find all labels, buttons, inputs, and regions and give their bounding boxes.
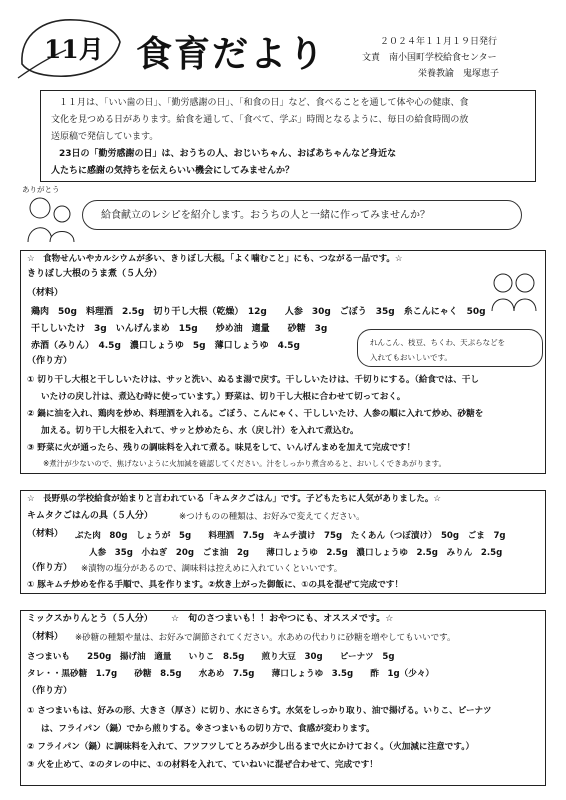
intro-line: 文化を見つめる日があります。給食を通して、「食べて、学ぶ」時間となるように、毎日の給食時間の放 <box>51 115 469 125</box>
grandparents-illustration <box>489 269 541 313</box>
publisher: 文責 南小国町学校給食センター <box>362 53 497 63</box>
step-line: 加える。切り干し大根を入れて、サッと炒めたら、水（戻し汁）を入れて煮込む。 <box>41 426 359 436</box>
dish-title: ミックスかりんとう（５人分） <box>27 614 153 624</box>
method-label: （作り方） <box>27 356 73 366</box>
recipe-section-kiriboshi <box>20 250 546 474</box>
step-line: 切り干し大根と干ししいたけは、サッと洗い、ぬるま湯で戻す。干ししいたけは、千切りにする。（給食では、干し <box>37 375 479 385</box>
ingredient-line: 人参 35g 小ねぎ 20g ごま油 2g 薄口しょうゆ 2.5g 濃口しょうゆ 2.5g みりん 2.5g <box>89 548 503 558</box>
steps-list <box>27 702 492 774</box>
step-line: 豚キムチ炒めを作る手順で、具を作ります。②炊き上がった御飯に、①の具を混ぜて完成です！ <box>37 580 404 590</box>
step-line: さつまいもは、好みの形、大きさ（厚さ）に切り、水にさらす。水気をしっかり取り、油で揚げる。いりこ、ピーナツ <box>37 706 492 716</box>
intro-bold-line: 人たちに感謝の気持ちを伝えらいい機会にしてみませんか？ <box>51 166 295 176</box>
recipe-intro-text: 給食献立のレシピを紹介します。おうちの人と一緒に作ってみませんか？ <box>101 210 430 221</box>
ingredients-label: （材料） <box>27 529 64 539</box>
section-headline: ☆ 旬のさつまいも！！おやつにも、オススメです。☆ <box>171 614 394 624</box>
step-number: ③ <box>27 760 35 770</box>
method-label: （作り方） <box>27 686 73 696</box>
steps-list <box>27 579 403 592</box>
step-number: ① <box>27 375 35 385</box>
ingredients-list <box>75 528 506 562</box>
intro-bold-line: 23日の「勤労感謝の日」は、おうちの人、おじいちゃん、おばあちゃんなど身近な <box>59 149 397 159</box>
ingredient-line: ぶた肉 80g しょうが 5g 料理酒 7.5g キムチ漬け 75g たくあん（つぼ漬け） 50g ごま 7g <box>75 531 506 541</box>
intro-box <box>40 90 536 182</box>
page-title: 食育だより <box>136 34 327 75</box>
dish-title: キムタクごはんの具（５人分） <box>27 511 153 521</box>
steps-list <box>27 372 483 457</box>
ingredient-line: 干ししいたけ 3g いんげんまめ 15g 炒め油 適量 砂糖 3g <box>31 324 328 334</box>
section-note: ※煮汁が少ないので、焦げないように火加減を確認してください。汁をしっかり煮含めると、おいしくできあがります。 <box>43 459 447 468</box>
arigatou-label: ありがとう <box>22 185 60 194</box>
recipe-section-kimutaku <box>20 490 546 594</box>
method-label: （作り方） <box>27 563 73 573</box>
family-illustration <box>22 194 82 244</box>
ingredient-line: 鶏肉 50g 料理酒 2.5g 切り干し大根（乾燥） 12g 人参 30g ごぼう 35g 糸こんにゃく 50g <box>31 307 486 317</box>
ingredient-line: タレ・・黒砂糖 1.7g 砂糖 8.5g 水あめ 7.5g 薄口しょうゆ 3.5g 酢 1g（少々） <box>27 669 435 679</box>
step-number: ② <box>27 742 35 752</box>
intro-line: 送原稿で発信しています。 <box>51 132 159 142</box>
tip-line: れんこん、枝豆、ちくわ、天ぷらなどを <box>370 338 506 347</box>
section-headline: ☆ 長野県の学校給食が始まりと言われている「キムタクごはん」です。子どもたちに人気がありました。☆ <box>27 494 441 504</box>
tip-line: 入れてもおいしいです。 <box>370 353 452 362</box>
step-line: は、フライパン（鍋）でから煎りする。※さつまいもの切り方で、食感が変わります。 <box>41 724 375 734</box>
author: 栄養教諭 鬼塚恵子 <box>418 69 500 79</box>
month-label: 11月 <box>44 35 104 64</box>
step-number: ② <box>27 409 35 419</box>
step-line: フライパン（鍋）に調味料を入れて、フツフツしてとろみが少し出るまで火にかけておく。（火加減に注意です。） <box>37 742 475 752</box>
step-number: ① <box>27 706 35 716</box>
step-number: ① <box>27 580 35 590</box>
dish-note: ※つけものの種類は、お好みで変えてください。 <box>179 512 365 522</box>
step-line: いたけの戻し汁は、煮込む時に使っています。）野菜は、切り干し大根に合わせて切っておく。 <box>41 392 406 402</box>
section-headline: ☆ 食物せんいやカルシウムが多い、きりぼし大根。「よく噛むこと」にも、つながる一品です。☆ <box>27 254 403 264</box>
ingredients-list <box>27 649 434 683</box>
ingredients-note: ※砂糖の種類や量は、お好みで調節されてください。水あめの代わりに砂糖を増やしてもいいです。 <box>75 633 456 643</box>
method-note: ※漬物の塩分があるので、調味料は控えめに入れていくといいです。 <box>81 564 343 574</box>
step-line: 火を止めて、②のタレの中に、①の材料を入れて、ていねいに混ぜ合わせて、完成です！ <box>37 760 378 770</box>
ingredient-line: 赤酒（みりん） 4.5g 濃口しょうゆ 5g 薄口しょうゆ 4.5g <box>31 341 300 351</box>
recipe-section-karintou <box>20 610 546 786</box>
dish-title: きりぼし大根のうま煮（５人分） <box>27 269 163 279</box>
step-line: 鍋に油を入れ、鶏肉を炒め、料理酒を入れる。ごぼう、こんにゃく、干ししいたけ、人参の順に入れて炒め、砂糖を <box>37 409 484 419</box>
intro-line: １１月は、「いい歯の日」、「勤労感謝の日」、「和食の日」など、食べることを通して体や心の健康、食 <box>59 98 469 108</box>
tip-bubble <box>357 329 543 367</box>
ingredients-label: （材料） <box>27 288 64 298</box>
step-number: ③ <box>27 443 35 453</box>
issue-date: ２０２４年１１月１９日発行 <box>380 37 498 47</box>
ingredient-line: さつまいも 250g 揚げ油 適量 いりこ 8.5g 煎り大豆 30g ピーナツ 5g <box>27 652 395 662</box>
ingredients-label: （材料） <box>27 632 64 642</box>
step-line: 野菜に火が通ったら、残りの調味料を入れて煮る。味見をして、いんげんまめを加えて完成です！ <box>37 443 416 453</box>
recipe-intro-bubble <box>82 200 522 230</box>
